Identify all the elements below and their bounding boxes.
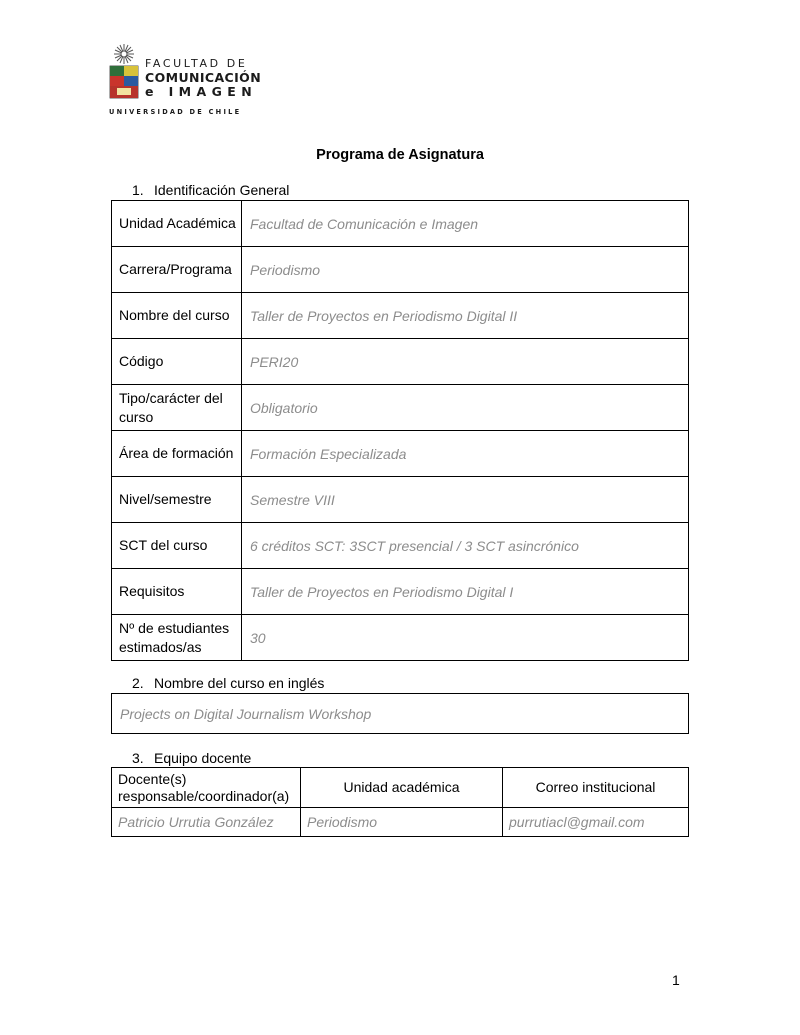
section-3-title: Equipo docente [154,750,252,766]
table-row [112,385,689,431]
row-value: Taller de Proyectos en Periodismo Digital II [242,293,689,339]
english-course-name: Projects on Digital Journalism Workshop [112,694,689,734]
logo-line-2: COMUNICACIÓN [145,70,262,85]
faculty-logo-text [145,57,261,99]
logo-university-name: UNIVERSIDAD DE CHILE [109,108,242,116]
table-row [112,201,689,247]
shield-icon [110,66,138,98]
page-number: 1 [672,972,680,988]
table-row [112,523,689,569]
table-row [112,694,689,734]
logo-line-3: e IMAGEN [145,84,258,99]
column-header: Unidad académica [301,768,503,808]
row-label: Unidad Académica [112,201,242,247]
teacher-unit: Periodismo [301,808,503,837]
logo-line-1: FACULTAD DE [145,57,248,70]
section-1-heading [132,182,289,198]
table-row [112,293,689,339]
teaching-team-table [111,767,689,837]
column-header: Docente(s) responsable/coordinador(a) [112,768,301,808]
row-value: Taller de Proyectos en Periodismo Digital I [242,569,689,615]
row-label: Área de formación [112,431,242,477]
table-row [112,615,689,661]
section-2-title: Nombre del curso en inglés [154,675,325,691]
row-value: Semestre VIII [242,477,689,523]
table-row [112,808,689,837]
table-header-row [112,768,689,808]
row-value: Facultad de Comunicación e Imagen [242,201,689,247]
row-label: Nº de estudiantes estimados/as [112,615,242,661]
teacher-email: purrutiacl@gmail.com [503,808,689,837]
row-value: 6 créditos SCT: 3SCT presencial / 3 SCT asincrónico [242,523,689,569]
row-label: SCT del curso [112,523,242,569]
general-identification-table [111,200,689,661]
row-label: Nombre del curso [112,293,242,339]
english-name-table [111,693,689,734]
row-label: Código [112,339,242,385]
teacher-name: Patricio Urrutia González [112,808,301,837]
table-row [112,339,689,385]
row-value: PERI20 [242,339,689,385]
table-row [112,431,689,477]
section-1-number: 1. [132,182,144,198]
row-label: Requisitos [112,569,242,615]
document-title: Programa de Asignatura [316,147,484,163]
row-value: Obligatorio [242,385,689,431]
section-3-number: 3. [132,750,144,766]
column-header: Correo institucional [503,768,689,808]
section-2-number: 2. [132,675,144,691]
row-value: Periodismo [242,247,689,293]
row-label: Carrera/Programa [112,247,242,293]
section-3-heading [132,750,251,766]
section-2-heading [132,675,324,691]
row-label: Tipo/carácter del curso [112,385,242,431]
section-1-title: Identificación General [154,182,290,198]
star-icon [114,44,134,64]
table-row [112,247,689,293]
row-label: Nivel/semestre [112,477,242,523]
table-row [112,477,689,523]
table-row [112,569,689,615]
row-value: 30 [242,615,689,661]
row-value: Formación Especializada [242,431,689,477]
